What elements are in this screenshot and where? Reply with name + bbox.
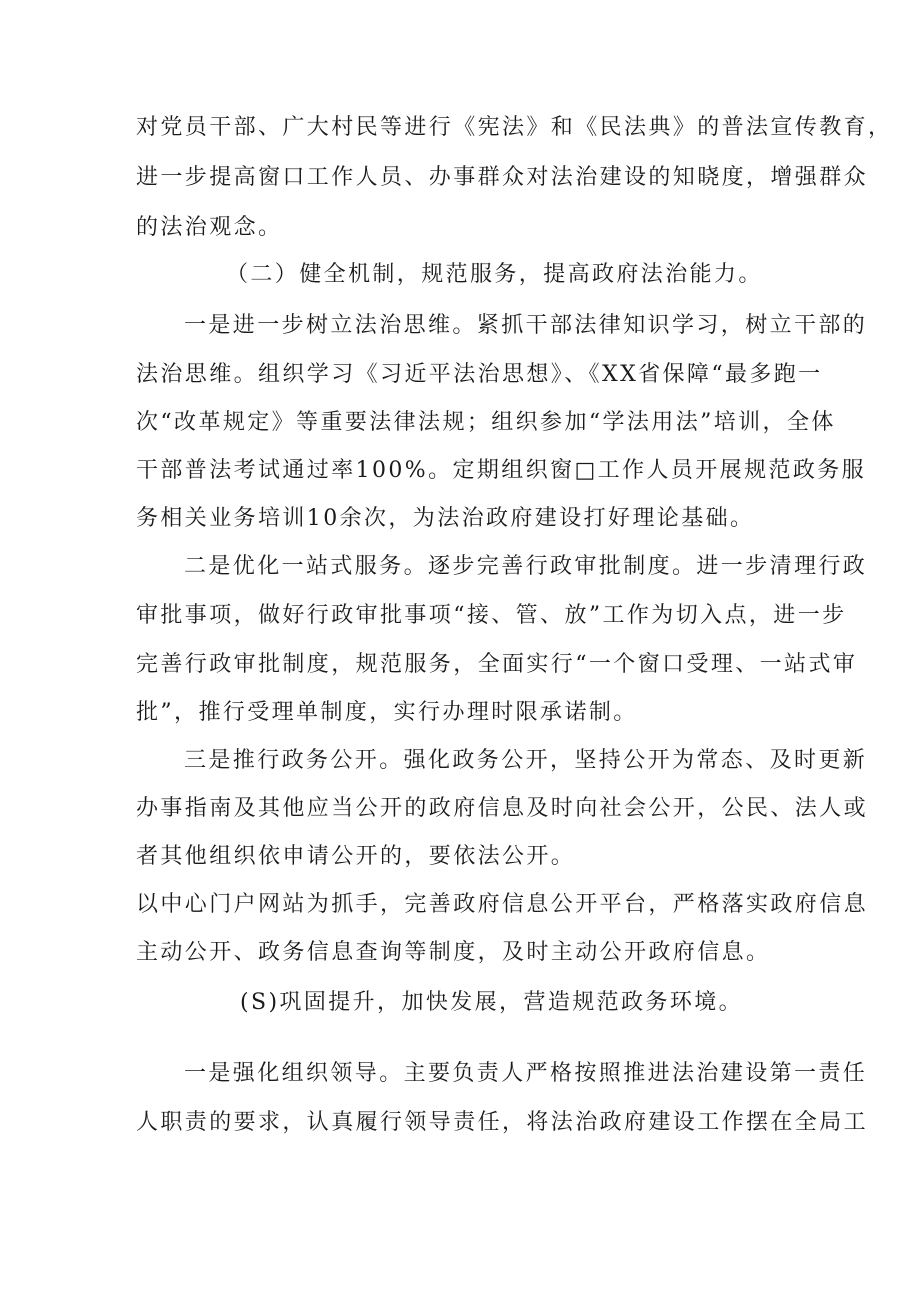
- paragraph-line: 干部普法考试通过率100%。定期组织窗□工作人员开展规范政务服: [136, 458, 867, 483]
- paragraph-line: 次“改革规定》等重要法律法规；组织参加“学法用法”培训，全体: [136, 410, 836, 435]
- paragraph-line: 进一步提高窗口工作人员、办事群众对法治建设的知晓度，增强群众: [136, 165, 869, 190]
- paragraph-line: 一是强化组织领导。主要负责人严格按照推进法治建设第一责任: [184, 1061, 868, 1086]
- paragraph-line: 务相关业务培训10余次，为法治政府建设打好理论基础。: [136, 506, 755, 531]
- paragraph-line: 审批事项，做好行政审批事项“接、管、放”工作为切入点，进一步: [136, 603, 847, 628]
- paragraph-line: 对党员干部、广大村民等进行《宪法》和《民法典》的普法宣传教育，: [136, 115, 893, 140]
- paragraph-line: 者其他组织依申请公开的，要依法公开。: [136, 844, 576, 869]
- section-heading: (S)巩固提升，加快发展，营造规范政务环境。: [240, 990, 744, 1015]
- paragraph-line: 二是优化一站式服务。逐步完善行政审批制度。进一步清理行政: [184, 554, 868, 579]
- section-heading: （二）健全机制，规范服务，提高政府法治能力。: [226, 262, 763, 287]
- paragraph-line: 以中心门户网站为抓手，完善政府信息公开平台，严格落实政府信息: [136, 892, 869, 917]
- paragraph-line: 一是进一步树立法治思维。紧抓干部法律知识学习，树立干部的: [184, 313, 868, 338]
- paragraph-line: 人职责的要求，认真履行领导责任，将法治政府建设工作摆在全局工: [136, 1110, 869, 1135]
- paragraph-line: 批”，推行受理单制度，实行办理时限承诺制。: [136, 700, 638, 725]
- paragraph-line: 完善行政审批制度，规范服务，全面实行“一个窗口受理、一站式审: [136, 652, 858, 677]
- paragraph-line: 主动公开、政务信息查询等制度，及时主动公开政府信息。: [136, 940, 771, 965]
- paragraph-line: 的法治观念。: [136, 215, 283, 240]
- paragraph-line: 法治思维。组织学习《习近平法治思想》、《XX省保障“最多跑一: [136, 362, 823, 387]
- paragraph-line: 三是推行政务公开。强化政务公开，坚持公开为常态、及时更新: [184, 748, 868, 773]
- paragraph-line: 办事指南及其他应当公开的政府信息及时向社会公开，公民、法人或: [136, 796, 869, 821]
